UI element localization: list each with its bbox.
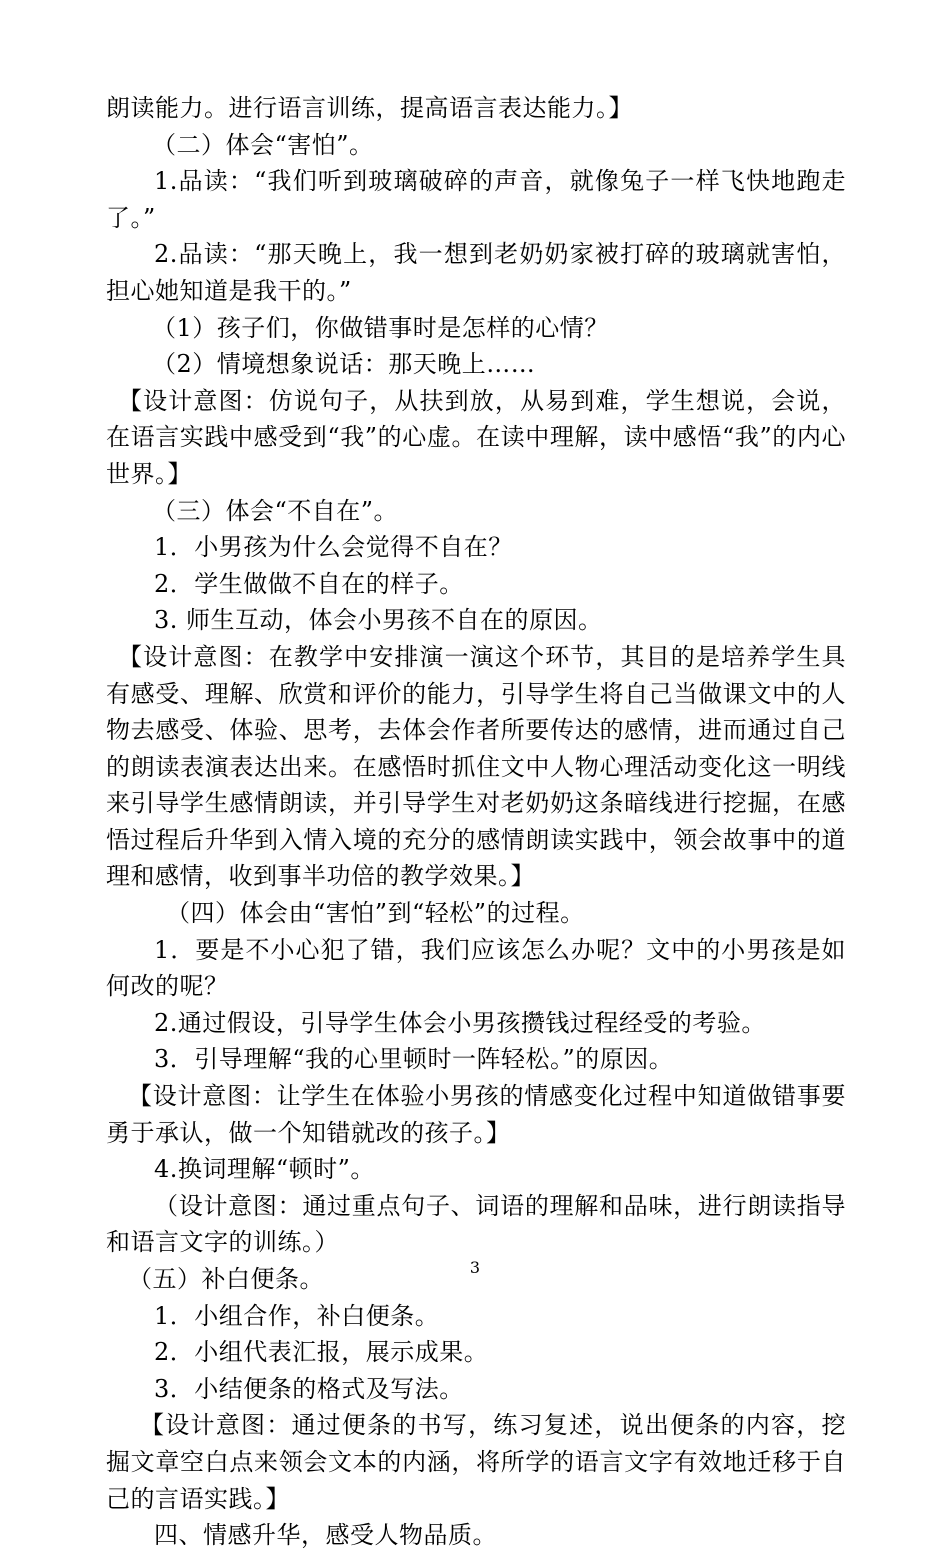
- paragraph: 3. 师生互动，体会小男孩不自在的原因。: [154, 606, 603, 635]
- paragraph: 3．小结便条的格式及写法。: [154, 1374, 464, 1403]
- paragraph: 【设计意图：仿说句子，从扶到放，从易到难，学生想说，会说，在语言实践中感受到“我”的心虚。在读中理解，读中感悟“我”的内心世界。】: [106, 386, 846, 488]
- paragraph: （二）体会“害怕”。: [152, 130, 374, 159]
- paragraph: 【设计意图：通过便条的书写，练习复述，说出便条的内容，挖掘文章空白点来领会文本的内涵，将所学的语言文字有效地迁移于自己的言语实践。】: [106, 1411, 846, 1513]
- paragraph: 2.通过假设，引导学生体会小男孩攒钱过程经受的考验。: [154, 1008, 766, 1037]
- paragraph: 【设计意图：在教学中安排演一演这个环节，其目的是培养学生具有感受、理解、欣赏和评价的能力，引导学生将自己当做课文中的人物去感受、体验、思考，去体会作者所要传达的感情，进而通过自己的朗读表演表达出来。在感悟时抓住文中人物心理活动变化这一明线来引导学生感情朗读，并引导学生对老奶奶这条暗线进行挖掘，在感悟过程后升华到入情入境的充分的感情朗读实践中，领会故事中的道理和感情，收到事半功倍的教学效果。】: [106, 642, 846, 891]
- paragraph: 4.换词理解“顿时”。: [154, 1155, 375, 1184]
- paragraph: （设计意图：通过重点句子、词语的理解和品味，进行朗读指导和语言文字的训练。）: [106, 1191, 846, 1257]
- paragraph: 1．小组合作，补白便条。: [154, 1301, 440, 1330]
- paragraph: 朗读能力。进行语言训练，提高语言表达能力。】: [106, 94, 633, 122]
- paragraph: 【设计意图：让学生在体验小男孩的情感变化过程中知道做错事要勇于承认，做一个知错就改的孩子。】: [106, 1082, 846, 1147]
- paragraph: 1.品读：“我们听到玻璃破碎的声音，就像兔子一样飞快地跑走了。”: [106, 167, 846, 232]
- paragraph: 1．要是不小心犯了错，我们应该怎么办呢？文中的小男孩是如何改的呢？: [106, 935, 846, 1001]
- paragraph: 2．学生做做不自在的样子。: [154, 569, 464, 598]
- paragraph: 2.品读：“那天晚上，我一想到老奶奶家被打碎的玻璃就害怕，担心她知道是我干的。”: [106, 240, 846, 305]
- paragraph: （四）体会由“害怕”到“轻松”的过程。: [166, 899, 585, 928]
- paragraph: （五）补白便条。: [128, 1265, 324, 1293]
- document-body: [106, 90, 846, 1554]
- paragraph: 1．小男孩为什么会觉得不自在？: [154, 533, 513, 562]
- paragraph: 2．小组代表汇报，展示成果。: [154, 1338, 489, 1367]
- paragraph: （三）体会“不自在”。: [152, 496, 399, 525]
- paragraph: （2）情境想象说话：那天晚上……: [152, 350, 536, 379]
- paragraph: （1）孩子们，你做错事时是怎样的心情？: [152, 313, 609, 342]
- paragraph: 四、情感升华，感受人物品质。: [154, 1521, 497, 1550]
- paragraph: 3．引导理解“我的心里顿时一阵轻松。”的原因。: [154, 1045, 674, 1074]
- page-number: 3: [469, 1258, 481, 1277]
